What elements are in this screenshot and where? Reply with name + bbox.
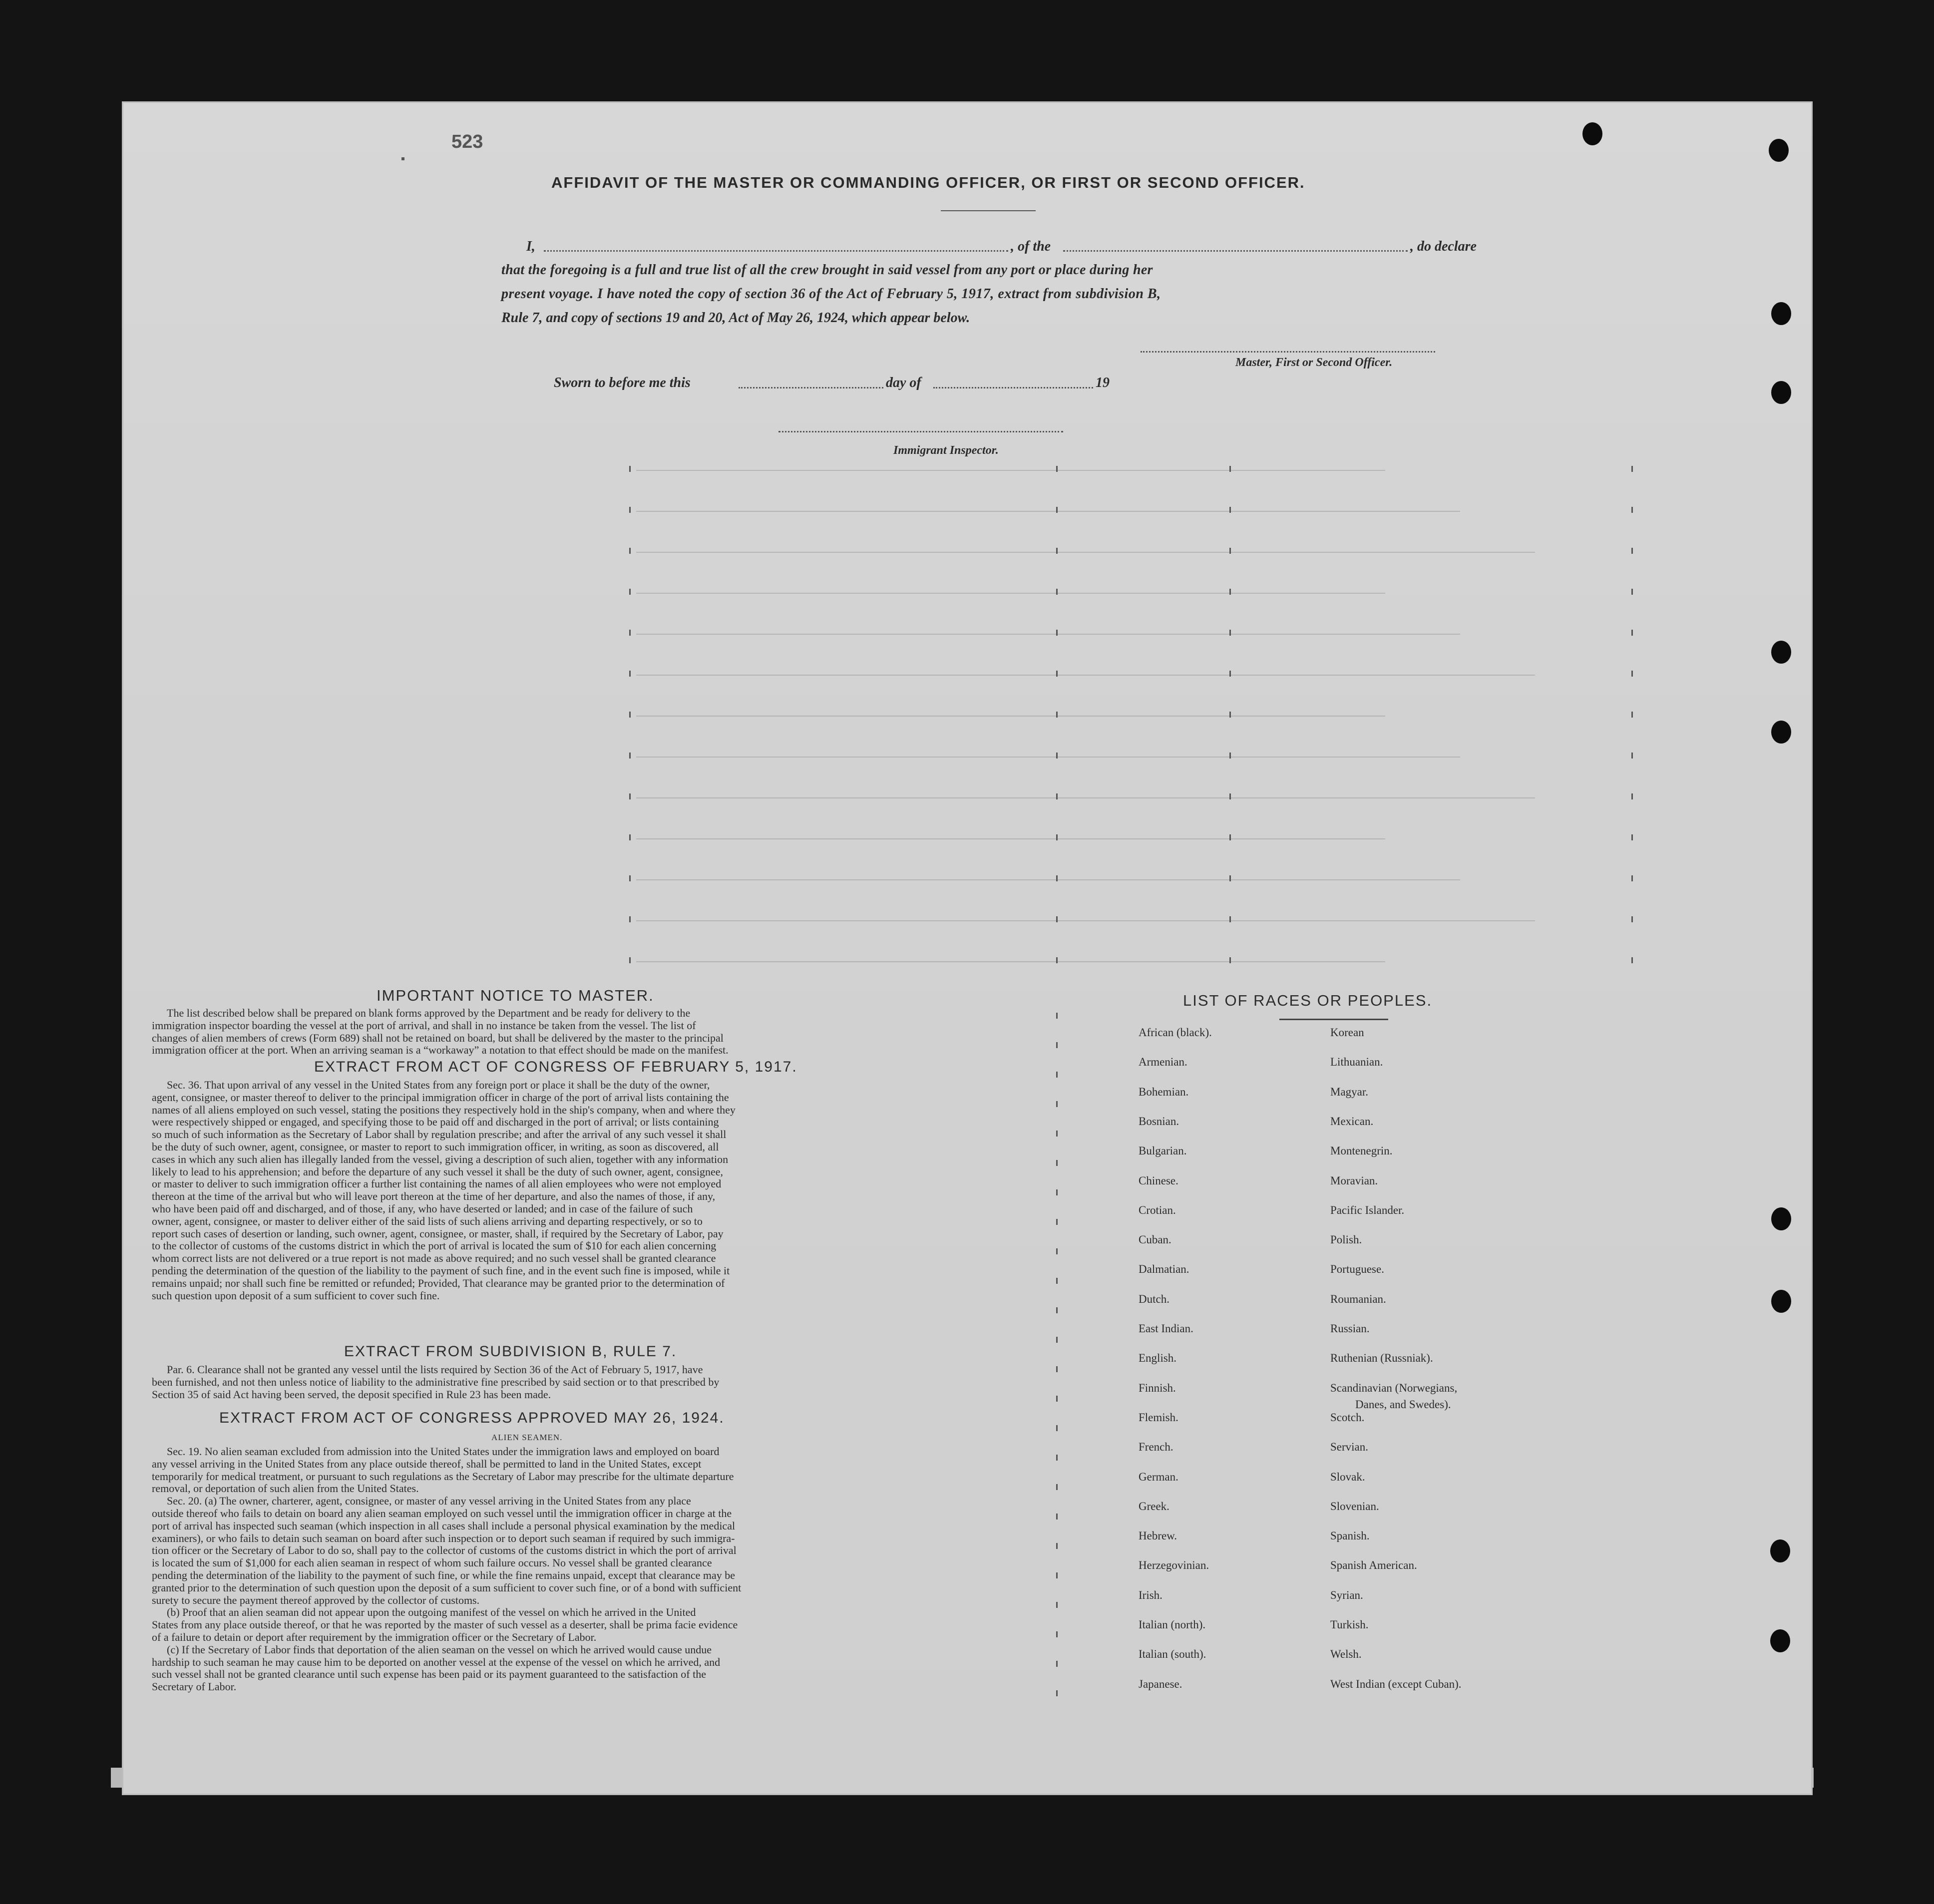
race-item: Ruthenian (Russniak). — [1330, 1352, 1433, 1365]
race-item: Welsh. — [1330, 1648, 1362, 1661]
text-line: remains unpaid; nor shall such fine be remitted or refunded; Provided, That clearance may be granted prior to the determination of — [152, 1276, 725, 1289]
races-title-underline — [1279, 1019, 1388, 1020]
column-tick — [1056, 548, 1058, 554]
column-tick — [1229, 548, 1231, 554]
extract-1924-body — [152, 1446, 951, 1693]
races-title: LIST OF RACES OR PEOPLES. — [1183, 992, 1433, 1009]
column-tick — [1056, 466, 1058, 472]
text-line: temporarily for medical treatment, or pursuant to such regulations as the Secretary of Labor may prescribe for the ultimate departure — [152, 1470, 734, 1483]
race-item: Scotch. — [1330, 1411, 1365, 1424]
column-tick — [1056, 1514, 1058, 1520]
column-tick — [1056, 630, 1058, 636]
text-line: examiners), or who fails to detain such seaman on board after such inspection or to deport such seaman if required by such immigra- — [152, 1531, 735, 1544]
alien-seamen-subtitle: ALIEN SEAMEN. — [491, 1433, 563, 1442]
column-tick — [629, 916, 631, 922]
column-tick — [1631, 712, 1633, 718]
column-tick — [1056, 793, 1058, 799]
column-tick — [1229, 875, 1231, 881]
punch-hole — [1771, 381, 1791, 404]
column-tick — [1229, 589, 1231, 595]
column-tick — [1056, 1455, 1058, 1461]
column-tick — [629, 548, 631, 554]
text-line: were respectively shipped or engaged, and specifying those to be paid off and discharged in the port of arrival; or lists containing — [152, 1116, 719, 1129]
column-tick — [1056, 1278, 1058, 1284]
race-item: Cuban. — [1139, 1233, 1171, 1246]
extract-rule7-title: EXTRACT FROM SUBDIVISION B, RULE 7. — [344, 1343, 677, 1360]
race-item: Turkish. — [1330, 1618, 1369, 1631]
bleed-through-row — [636, 920, 1535, 921]
race-item: Armenian. — [1139, 1056, 1187, 1069]
column-tick — [1056, 1602, 1058, 1608]
sworn-day-blank[interactable] — [739, 387, 883, 388]
column-tick — [1631, 589, 1633, 595]
race-item: Montenegrin. — [1330, 1144, 1393, 1157]
race-item: Slovak. — [1330, 1470, 1365, 1483]
affidavit-line3: Rule 7, and copy of sections 19 and 20, Act of May 26, 1924, which appear below. — [501, 310, 970, 326]
column-tick — [1631, 875, 1633, 881]
race-item: Scandinavian (Norwegians, — [1330, 1381, 1458, 1394]
title-rule — [941, 210, 1036, 211]
vessel-blank[interactable] — [1063, 250, 1408, 252]
sworn-month-blank[interactable] — [933, 387, 1093, 388]
column-tick — [1056, 916, 1058, 922]
punch-hole — [1582, 122, 1602, 145]
column-tick — [1056, 1189, 1058, 1195]
extract-1917-body — [152, 1079, 951, 1302]
column-tick — [1056, 1484, 1058, 1490]
race-item: Crotian. — [1139, 1203, 1176, 1216]
text-line: port of arrival has inspected such seaman (which inspection in all cases shall include a personal physical examination by the medical — [152, 1519, 736, 1532]
text-line: granted prior to the determination of such question upon the deposit of a sum sufficient to cover such fine, or of a bond with sufficient — [152, 1581, 742, 1594]
race-scandinavian-continued: Danes, and Swedes). — [1355, 1398, 1451, 1411]
text-line: States from any place outside thereof, or that he was reported by the master of such vessel as a deserter, shall be prima facie evidence — [152, 1618, 738, 1631]
text-line: such question upon deposit of a sum sufficient to cover such fine. — [152, 1289, 440, 1302]
column-tick — [1229, 712, 1231, 718]
text-line: tion officer or the Secretary of Labor to do so, shall pay to the collector of customs of the customs district in which the port of arrival — [152, 1544, 737, 1557]
column-tick — [629, 630, 631, 636]
bleed-through-row — [636, 511, 1460, 512]
column-tick — [1056, 507, 1058, 513]
race-item: Italian (south). — [1139, 1648, 1206, 1661]
column-tick — [1631, 916, 1633, 922]
column-tick — [1056, 1337, 1058, 1343]
text-line: or master to deliver to such immigration officer a further list containing the names of all alien employees who were not employed — [152, 1177, 722, 1190]
column-tick — [1229, 671, 1231, 677]
column-tick — [629, 753, 631, 759]
notice-title: IMPORTANT NOTICE TO MASTER. — [377, 987, 654, 1004]
column-tick — [1631, 466, 1633, 472]
column-tick — [1631, 507, 1633, 513]
bleed-through-row — [636, 470, 1385, 471]
race-item: Servian. — [1330, 1441, 1369, 1454]
text-line: surety to secure the payment thereof approved by the collector of customs. — [152, 1593, 480, 1606]
punch-hole — [1771, 1290, 1791, 1313]
column-tick — [1056, 589, 1058, 595]
column-tick — [629, 875, 631, 881]
notice-line: changes of alien members of crews (Form 689) shall not be retained on board, but shall be delivered by the master to the principal — [152, 1031, 724, 1044]
column-tick — [629, 466, 631, 472]
column-tick — [1056, 753, 1058, 759]
column-tick — [1229, 834, 1231, 840]
notice-line: immigration officer at the port. When an arriving seaman is a “workaway” a notation to that effect should be made on the manifest. — [152, 1044, 729, 1057]
document-page — [122, 101, 1813, 1795]
column-tick — [1056, 1307, 1058, 1313]
race-item: Bohemian. — [1139, 1085, 1189, 1098]
race-item: Mexican. — [1330, 1115, 1374, 1128]
column-tick — [1056, 1661, 1058, 1667]
column-tick — [1056, 1631, 1058, 1637]
column-tick — [629, 671, 631, 677]
bleed-through-row — [636, 961, 1385, 962]
text-line: pending the determination of the liability to the payment of such fine, or while the fine remains unpaid, except that clearance may be — [152, 1568, 736, 1581]
text-line: to the collector of customs of the customs district in which the port of arrival is located the sum of $10 for each alien concerning — [152, 1239, 717, 1252]
race-item: Lithuanian. — [1330, 1056, 1383, 1069]
column-tick — [1631, 671, 1633, 677]
text-line: Secretary of Labor. — [152, 1680, 237, 1693]
text-line: thereon at the time of the arrival but who will leave port thereon at the time of her departure, and also the names of those, if any, — [152, 1190, 716, 1203]
race-item: Flemish. — [1139, 1411, 1178, 1424]
day-of-text: day of — [886, 375, 921, 390]
text-line: removal, or deportation of such alien from the United States. — [152, 1482, 419, 1495]
text-line: outside thereof who fails to detain on board any alien seaman employed on such vessel until the immigration officer in charge at the — [152, 1507, 732, 1520]
column-tick — [1056, 1248, 1058, 1254]
column-tick — [629, 834, 631, 840]
master-label: Master, First or Second Officer. — [1235, 356, 1393, 369]
notice-line: immigration inspector boarding the vessel at the port of arrival, and shall in no instance be taken from the vessel. The list of — [152, 1019, 696, 1032]
text-line: Sec. 20. (a) The owner, charterer, agent, consignee, or master of any vessel arriving in the United States from any place — [167, 1495, 691, 1508]
column-tick — [1229, 916, 1231, 922]
race-item: Pacific Islander. — [1330, 1203, 1405, 1216]
race-item: German. — [1139, 1470, 1178, 1483]
column-tick — [1631, 957, 1633, 963]
text-line: (b) Proof that an alien seaman did not appear upon the outgoing manifest of the vessel on which he arrived in the United — [167, 1606, 696, 1619]
affidavit-i: I, — [526, 239, 535, 254]
text-line: be the duty of such owner, agent, consignee, or master to report to such immigration officer, in writing, as soon as discovered, all — [152, 1140, 719, 1153]
punch-hole — [1771, 302, 1791, 325]
race-item: Irish. — [1139, 1588, 1162, 1601]
column-tick — [1229, 753, 1231, 759]
race-item: Chinese. — [1139, 1174, 1178, 1187]
bleed-through-row — [636, 675, 1535, 676]
column-tick — [1056, 1425, 1058, 1431]
column-tick — [629, 507, 631, 513]
race-item: Bosnian. — [1139, 1115, 1179, 1128]
race-item: Dalmatian. — [1139, 1263, 1189, 1276]
race-item: French. — [1139, 1441, 1173, 1454]
bleed-through-row — [636, 634, 1460, 635]
race-item: Spanish American. — [1330, 1559, 1417, 1572]
text-line: cases in which any such alien has illegally landed from the vessel, giving a description of such alien, together with any information — [152, 1152, 729, 1165]
text-line: pending the determination of the question of the liability to the payment of such fine, and in the event such fine is imposed, while it — [152, 1264, 730, 1277]
bleed-through-row — [636, 838, 1385, 839]
race-item: Japanese. — [1139, 1677, 1182, 1690]
race-item: Polish. — [1330, 1233, 1362, 1246]
punch-hole — [1771, 721, 1791, 744]
text-line: report such cases of desertion or landing, such owner, agent, consignee, or master, shall, if required by the Secretary of Labor, pay — [152, 1227, 724, 1240]
inspector-label: Immigrant Inspector. — [893, 444, 999, 457]
extract-1924-title: EXTRACT FROM ACT OF CONGRESS APPROVED MAY 26, 1924. — [219, 1410, 725, 1426]
bleed-through-row — [636, 552, 1535, 553]
column-tick — [1631, 548, 1633, 554]
column-tick — [1056, 1366, 1058, 1372]
race-item: Dutch. — [1139, 1292, 1169, 1305]
column-tick — [629, 589, 631, 595]
page-number-mark: 523 — [451, 131, 483, 152]
race-item: East Indian. — [1139, 1322, 1193, 1335]
text-line: any vessel arriving in the United States from any place outside thereof, shall be permitted to land in the United States, except — [152, 1457, 702, 1470]
notice-line: The list described below shall be prepared on blank forms approved by the Department and be ready for delivery to the — [167, 1007, 691, 1019]
punch-hole — [1771, 1207, 1791, 1230]
notice-body — [152, 1007, 951, 1057]
column-tick — [1056, 1690, 1058, 1696]
inspector-signature-blank[interactable] — [778, 431, 1063, 432]
race-item: Finnish. — [1139, 1381, 1176, 1394]
extract-rule7-body — [152, 1364, 951, 1401]
race-item: Korean — [1330, 1026, 1364, 1039]
text-line: been furnished, and not then unless notice of liability to the administrative fine prescribed by said section or to that prescribed by — [152, 1375, 720, 1388]
text-line: hardship to such seaman he may cause him to be deported on another vessel at the expense of the vessel on which he arrived, and — [152, 1655, 721, 1668]
race-item: Magyar. — [1330, 1085, 1369, 1098]
text-line: (c) If the Secretary of Labor finds that deportation of the alien seaman on the vessel on which he arrived would cause undue — [167, 1643, 712, 1656]
race-item: Spanish. — [1330, 1529, 1370, 1542]
text-line: agent, consignee, or master thereof to deliver to the principal immigration officer in charge of the port of arrival lists containing the — [152, 1091, 729, 1104]
affidavit-title: AFFIDAVIT OF THE MASTER OR COMMANDING OFFICER, OR FIRST OR SECOND OFFICER. — [551, 174, 1305, 191]
column-tick — [1631, 753, 1633, 759]
race-item: Italian (north). — [1139, 1618, 1206, 1631]
column-tick — [1229, 793, 1231, 799]
race-item: Greek. — [1139, 1500, 1169, 1513]
race-item: Portuguese. — [1330, 1263, 1384, 1276]
text-line: such vessel shall not be granted clearance until such expense has been paid or its payment guaranteed to the satisfaction of the — [152, 1668, 707, 1681]
affidavit-line1: that the foregoing is a full and true list of all the crew brought in said vessel from any port or place during her — [501, 262, 1153, 278]
column-tick — [1056, 1101, 1058, 1107]
bleed-through-row — [636, 757, 1460, 758]
punch-hole — [1770, 1539, 1790, 1562]
affidavit-of-the: , of the — [1011, 239, 1051, 254]
race-item: Hebrew. — [1139, 1529, 1177, 1542]
bleed-through-row — [636, 797, 1535, 798]
race-item: Moravian. — [1330, 1174, 1378, 1187]
column-tick — [629, 712, 631, 718]
text-line: is located the sum of $1,000 for each alien seaman in respect of whom such failure occurs. No vessel shall be granted clearance — [152, 1556, 712, 1569]
text-line: Sec. 36. That upon arrival of any vessel in the United States from any foreign port or place it shall be the duty of the owner, — [167, 1079, 710, 1091]
affidavit-line2: present voyage. I have noted the copy of section 36 of the Act of February 5, 1917, extract from subdivision B, — [501, 286, 1161, 302]
race-item: West Indian (except Cuban). — [1330, 1677, 1462, 1690]
text-line: who have been paid off and discharged, and of those, if any, who have deserted or landed; and in case of the failure of such — [152, 1202, 693, 1215]
bleed-through-row — [636, 593, 1385, 594]
bleed-through-row — [636, 879, 1460, 880]
column-tick — [629, 793, 631, 799]
text-line: whom correct lists are not delivered or a true report is not made as above required; and no such vessel shall be granted clearance — [152, 1252, 716, 1265]
year-prefix: 19 — [1096, 375, 1110, 390]
column-tick — [1631, 793, 1633, 799]
sworn-text: Sworn to before me this — [554, 375, 691, 390]
punch-hole — [1771, 641, 1791, 664]
name-blank[interactable] — [544, 250, 1008, 252]
column-tick — [1229, 466, 1231, 472]
race-item: Herzegovinian. — [1139, 1559, 1209, 1572]
race-item: Syrian. — [1330, 1588, 1363, 1601]
column-tick — [1056, 1013, 1058, 1019]
column-tick — [1056, 1572, 1058, 1578]
text-line: of a failure to detain or deport after requirement by the immigration officer or the Secretary of Labor. — [152, 1630, 597, 1643]
text-line: names of all aliens employed on such vessel, stating the positions they respectively hold in the ship's company, when and where they — [152, 1103, 736, 1116]
text-line: so much of such information as the Secretary of Labor shall by regulation prescribe; and after the arrival of any such vessel it shall — [152, 1128, 727, 1141]
text-line: Par. 6. Clearance shall not be granted any vessel until the lists required by Section 36 of the Act of February 5, 1917, have — [167, 1363, 703, 1376]
race-item: English. — [1139, 1352, 1177, 1365]
column-tick — [1056, 1396, 1058, 1402]
punch-hole — [1769, 139, 1789, 162]
column-tick — [1631, 834, 1633, 840]
column-tick — [629, 957, 631, 963]
column-tick — [1056, 1042, 1058, 1048]
master-signature-blank[interactable] — [1141, 351, 1435, 353]
bleed-through-row — [636, 716, 1385, 717]
text-line: owner, agent, consignee, or master to deliver either of the said lists of such aliens arriving and departing respectively, or so to — [152, 1214, 703, 1227]
column-tick — [1056, 1131, 1058, 1137]
column-tick — [1056, 875, 1058, 881]
ink-speck — [401, 157, 404, 160]
column-tick — [1631, 630, 1633, 636]
race-item: Slovenian. — [1330, 1500, 1379, 1513]
column-tick — [1056, 1072, 1058, 1078]
column-tick — [1056, 834, 1058, 840]
column-tick — [1229, 630, 1231, 636]
column-tick — [1229, 957, 1231, 963]
column-tick — [1056, 671, 1058, 677]
column-tick — [1056, 1543, 1058, 1549]
race-item: Bulgarian. — [1139, 1144, 1187, 1157]
text-line: Section 35 of said Act having been served, the deposit specified in Rule 23 has been made. — [152, 1388, 551, 1401]
extract-1917-title: EXTRACT FROM ACT OF CONGRESS OF FEBRUARY 5, 1917. — [314, 1059, 797, 1075]
text-line: Sec. 19. No alien seaman excluded from admission into the United States under the immigration laws and employed on board — [167, 1445, 720, 1458]
column-tick — [1056, 1219, 1058, 1225]
affidavit-do-declare: , do declare — [1410, 239, 1477, 254]
text-line: likely to lead to his apprehension; and before the departure of any such vessel it shall be the duty of such owner, agent, consignee, — [152, 1165, 723, 1178]
column-tick — [1056, 1160, 1058, 1166]
punch-hole — [1770, 1629, 1790, 1652]
column-tick — [1056, 957, 1058, 963]
race-item: Roumanian. — [1330, 1292, 1386, 1305]
race-item: Russian. — [1330, 1322, 1370, 1335]
column-tick — [1056, 712, 1058, 718]
race-item: African (black). — [1139, 1026, 1212, 1039]
column-tick — [1229, 507, 1231, 513]
